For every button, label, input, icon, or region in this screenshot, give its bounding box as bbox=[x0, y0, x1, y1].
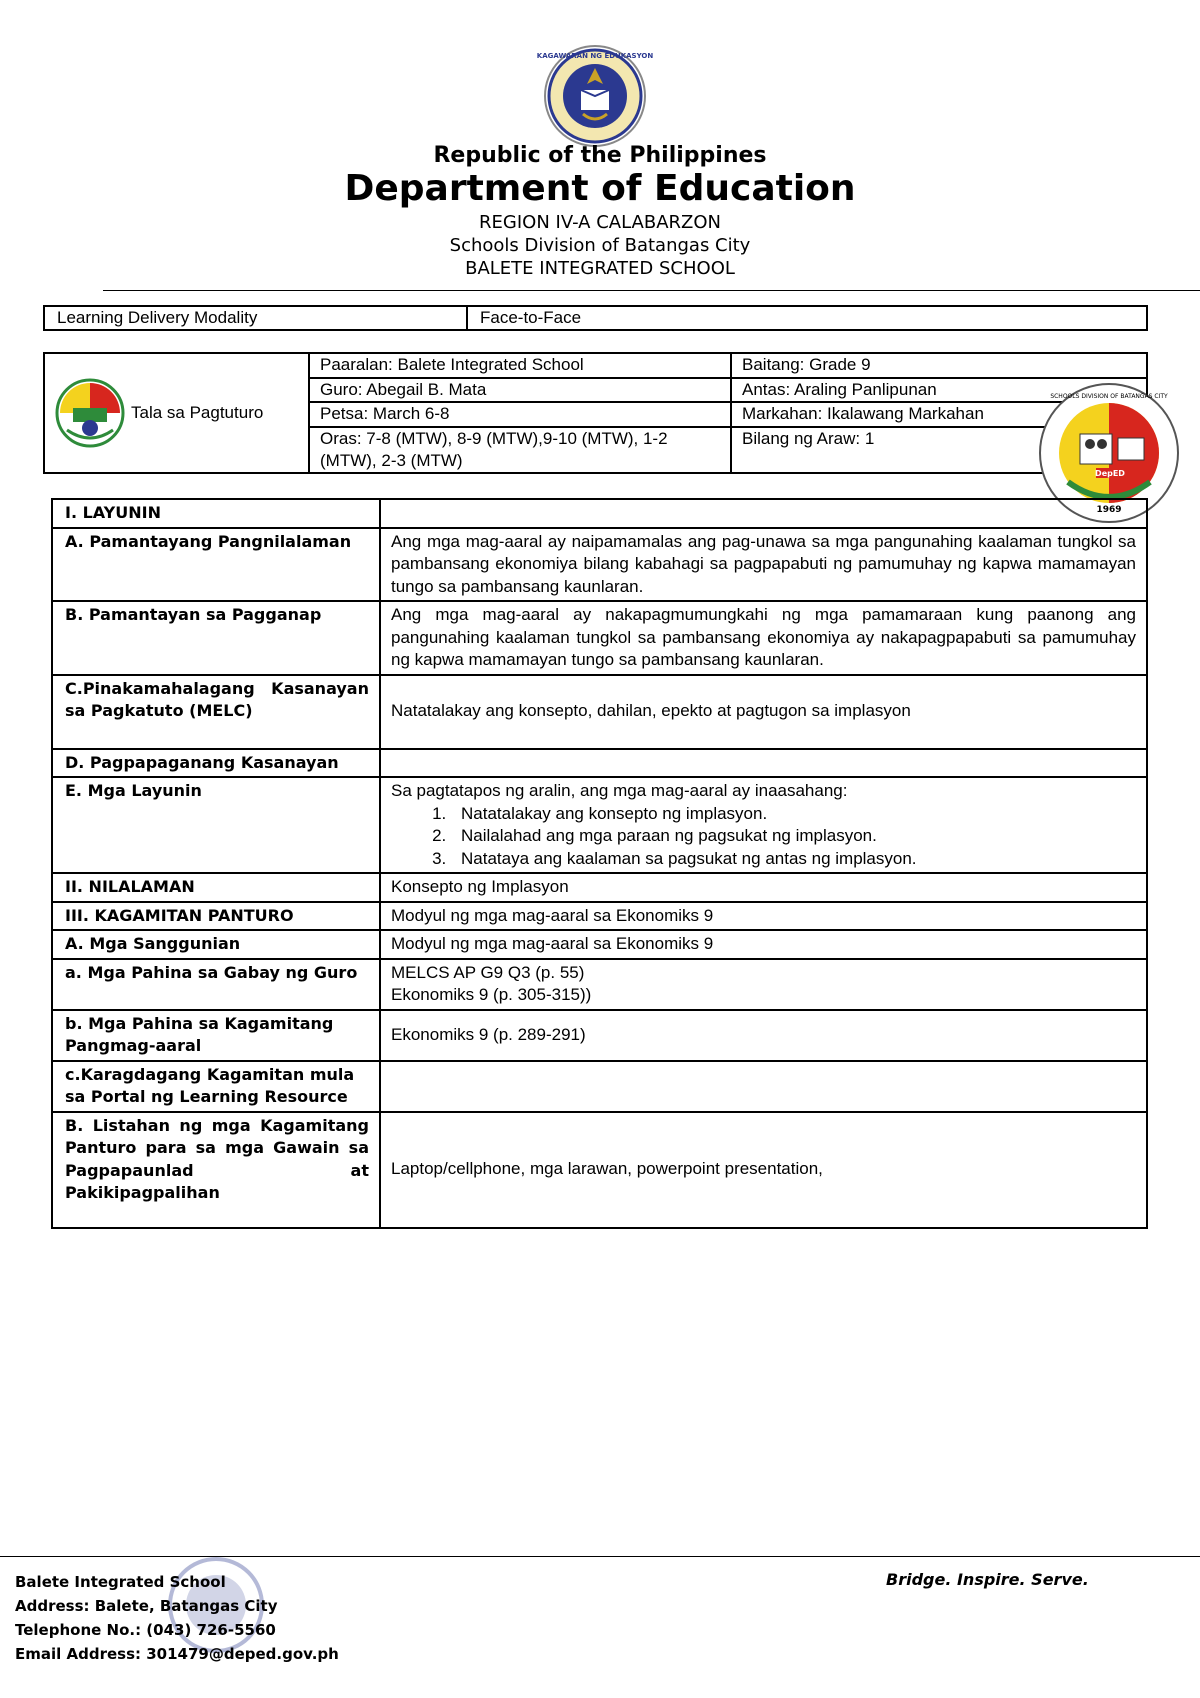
deped-seal-text: KAGAWARAN NG EDUKASYON bbox=[536, 52, 654, 60]
karagdagang-label: c.Karagdagang Kagamitan mula sa Portal ng Learning Resource bbox=[52, 1061, 380, 1112]
pagganap-label: B. Pamantayan sa Pagganap bbox=[52, 601, 380, 675]
pangmag-value: Ekonomiks 9 (p. 289-291) bbox=[380, 1010, 1147, 1061]
oras-cell: Oras: 7-8 (MTW), 8-9 (MTW),9-10 (MTW), 1-2 (MTW), 2-3 (MTW) bbox=[309, 427, 731, 473]
tala-title: Tala sa Pagtuturo bbox=[131, 403, 264, 422]
division-deped-text: DepED bbox=[1095, 469, 1125, 478]
bilang-cell: Bilang ng Araw: 1 bbox=[731, 427, 1147, 473]
modality-table bbox=[43, 305, 1148, 331]
sanggunian-label: A. Mga Sanggunian bbox=[52, 930, 380, 959]
guro-cell: Guro: Abegail B. Mata bbox=[309, 378, 731, 403]
pagganap-value: Ang mga mag-aaral ay nakapagmumungkahi ng mga pamamaraan kung paanong ang pangunahing kaalaman tungkol sa pambansang ekonomiya ay nakapagpapabuti sa pamumuhay ng kapwa mamamayan tungo sa pambansang kaunlaran. bbox=[380, 601, 1147, 675]
pamantayang-label: A. Pamantayang Pangnilalaman bbox=[52, 528, 380, 602]
footer-telephone: Telephone No.: (043) 726-5560 bbox=[15, 1621, 276, 1639]
footer-contact bbox=[15, 1570, 339, 1666]
pangmag-label: b. Mga Pahina sa Kagamitang Pangmag-aaral bbox=[52, 1010, 380, 1061]
layunin-value bbox=[380, 499, 1147, 528]
markahan-cell: Markahan: Ikalawang Markahan bbox=[731, 402, 1147, 427]
nilalaman-value: Konsepto ng Implasyon bbox=[380, 873, 1147, 902]
footer-school: Balete Integrated School bbox=[15, 1573, 226, 1591]
gabay-label: a. Mga Pahina sa Gabay ng Guro bbox=[52, 959, 380, 1010]
melc-value: Natatalakay ang konsepto, dahilan, epekto at pagtugon sa implasyon bbox=[380, 675, 1147, 749]
baitang-cell: Baitang: Grade 9 bbox=[731, 353, 1147, 378]
mga-layunin-value bbox=[380, 777, 1147, 873]
footer-email: Email Address: 301479@deped.gov.ph bbox=[15, 1645, 339, 1663]
header-divider bbox=[103, 290, 1200, 291]
melc-label: C.Pinakamahalagang Kasanayan sa Pagkatuto (MELC) bbox=[52, 675, 380, 749]
listahan-label: B. Listahan ng mga Kagamitang Panturo para sa mga Gawain sa Pagpapaunlad at Pakikipagpalihan bbox=[52, 1112, 380, 1228]
division-heading: Schools Division of Batangas City bbox=[449, 235, 751, 256]
pamantayang-value: Ang mga mag-aaral ay naipamamalas ang pag-unawa sa mga pangunahing kaalaman tungkol sa pambansang ekonomiya bilang kabahagi sa pagpapabuti ng pamumuhay ng kapwa mamamayan tungo sa pambansang kaunlaran. bbox=[380, 528, 1147, 602]
deped-seal-logo bbox=[536, 44, 654, 148]
listahan-value: Laptop/cellphone, mga larawan, powerpoint presentation, bbox=[380, 1112, 1147, 1228]
gabay-value-line-2: Ekonomiks 9 (p. 305-315)) bbox=[391, 985, 592, 1004]
info-table bbox=[43, 352, 1148, 474]
mga-layunin-intro: Sa pagtatapos ng aralin, ang mga mag-aaral ay inaasahang: bbox=[391, 781, 848, 800]
modality-label: Learning Delivery Modality bbox=[44, 306, 467, 330]
nilalaman-label: II. NILALAMAN bbox=[52, 873, 380, 902]
paaralan-cell: Paaralan: Balete Integrated School bbox=[309, 353, 731, 378]
info-title-cell bbox=[44, 353, 309, 473]
petsa-cell: Petsa: March 6-8 bbox=[309, 402, 731, 427]
list-item: 3. Natataya ang kaalaman sa pagsukat ng antas ng implasyon. bbox=[451, 848, 1136, 871]
list-item: 2. Nailalahad ang mga paraan ng pagsukat ng implasyon. bbox=[451, 825, 1136, 848]
school-logo bbox=[55, 378, 125, 448]
modality-value: Face-to-Face bbox=[467, 306, 1147, 330]
division-seal-year: 1969 bbox=[1096, 505, 1122, 515]
pagpapaganang-label: D. Pagpapaganang Kasanayan bbox=[52, 749, 380, 778]
list-item: 1. Natatalakay ang konsepto ng implasyon. bbox=[451, 803, 1136, 826]
karagdagang-value bbox=[380, 1061, 1147, 1112]
sanggunian-value: Modyul ng mga mag-aaral sa Ekonomiks 9 bbox=[380, 930, 1147, 959]
region-heading: REGION IV-A CALABARZON bbox=[479, 212, 721, 233]
gabay-value-line-1: MELCS AP G9 Q3 (p. 55) bbox=[391, 962, 585, 982]
republic-heading: Republic of the Philippines bbox=[433, 143, 767, 168]
school-heading: BALETE INTEGRATED SCHOOL bbox=[465, 258, 735, 279]
kagamitan-label: III. KAGAMITAN PANTURO bbox=[52, 902, 380, 931]
mga-layunin-list bbox=[391, 803, 1136, 871]
footer-motto: Bridge. Inspire. Serve. bbox=[886, 1570, 1089, 1589]
gabay-value bbox=[380, 959, 1147, 1010]
department-heading: Department of Education bbox=[344, 168, 856, 209]
antas-cell: Antas: Araling Panlipunan bbox=[731, 378, 1147, 403]
mga-layunin-label: E. Mga Layunin bbox=[52, 777, 380, 873]
kagamitan-value: Modyul ng mga mag-aaral sa Ekonomiks 9 bbox=[380, 902, 1147, 931]
footer-address: Address: Balete, Batangas City bbox=[15, 1597, 278, 1615]
lesson-plan-table bbox=[51, 498, 1148, 1229]
layunin-label: I. LAYUNIN bbox=[52, 499, 380, 528]
pagpapaganang-value bbox=[380, 749, 1147, 778]
division-seal-text: SCHOOLS DIVISION OF BATANGAS CITY bbox=[1050, 393, 1168, 400]
